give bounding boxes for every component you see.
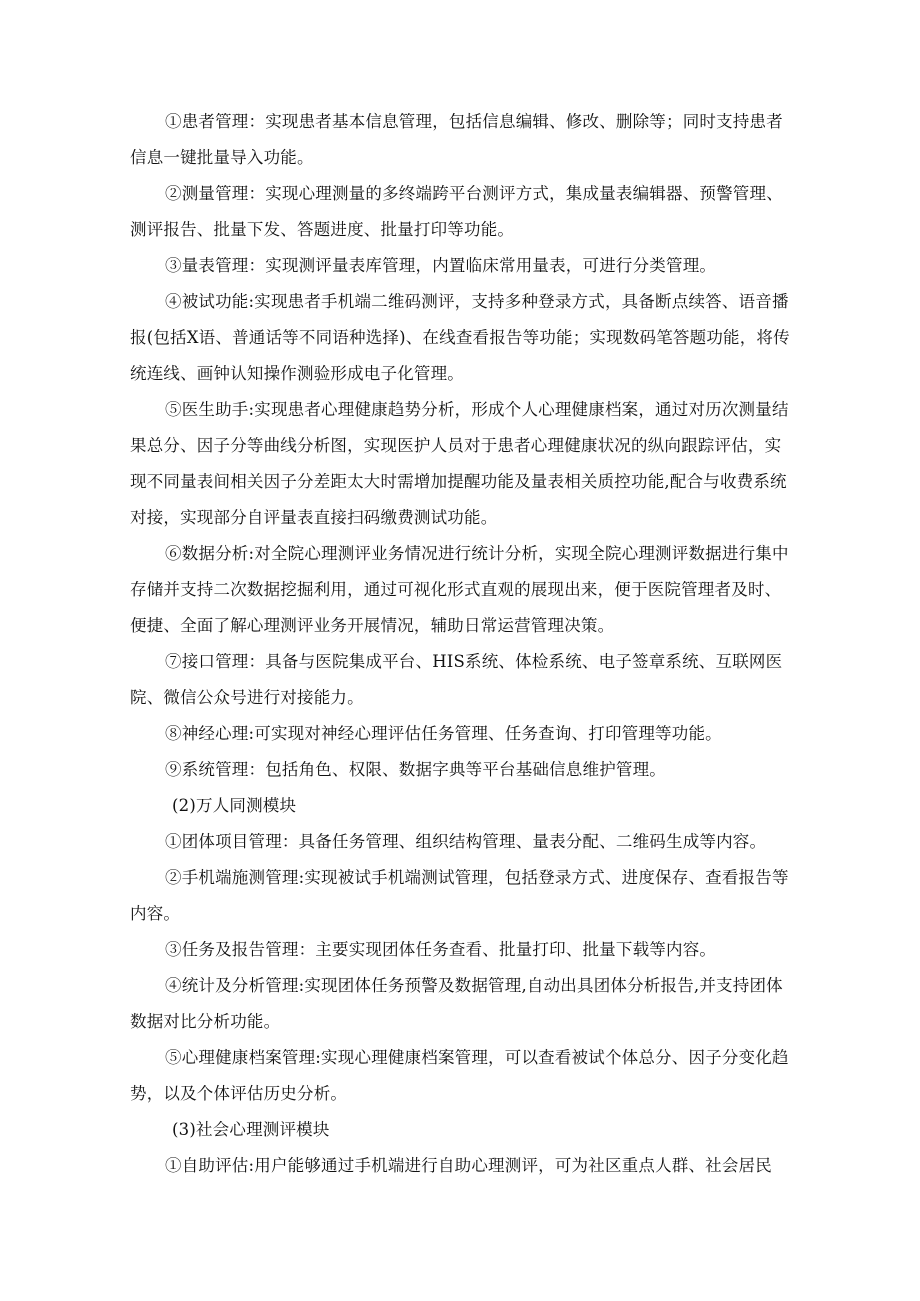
document-body xyxy=(0,104,920,1184)
paragraph-doctor-assistant: ⑤医生助手:实现患者心理健康趋势分析，形成个人心理健康档案，通过对历次测量结果总分、因子分等曲线分析图，实现医护人员对于患者心理健康状况的纵向跟踪评估，实现不同量表间相关因子分差距太大时需增加提醒功能及量表相关质控功能,配合与收费系统对接，实现部分自评量表直接扫码缴费测试功能。 xyxy=(130,400,789,527)
paragraph-system-management: ⑨系统管理：包括角色、权限、数据字典等平台基础信息维护管理。 xyxy=(165,760,666,779)
paragraph-mobile-testing-management: ②手机端施测管理:实现被试手机端测试管理，包括登录方式、进度保存、查看报告等内容。 xyxy=(130,868,789,923)
paragraph-self-assessment: ①自助评估:用户能够通过手机端进行自助心理测评，可为社区重点人群、社会居民 xyxy=(165,1156,772,1175)
paragraph-task-report-management: ③任务及报告管理：主要实现团体任务查看、批量打印、批量下载等内容。 xyxy=(165,940,717,959)
paragraph-subject-function: ④被试功能:实现患者手机端二维码测评，支持多种登录方式，具备断点续答、语音播报(包括X语、普通话等不同语种选择)、在线查看报告等功能；实现数码笔答题功能，将传统连线、画钟认知操作测验形成电子化管理。 xyxy=(130,292,790,383)
paragraph-mental-health-archive: ⑤心理健康档案管理:实现心理健康档案管理，可以查看被试个体总分、因子分变化趋势，以及个体评估历史分析。 xyxy=(130,1048,789,1103)
paragraph-data-analysis: ⑥数据分析:对全院心理测评业务情况进行统计分析，实现全院心理测评数据进行集中存储并支持二次数据挖掘利用，通过可视化形式直观的展现出来，便于医院管理者及时、便捷、全面了解心理测评业务开展情况，辅助日常运营管理决策。 xyxy=(130,544,789,635)
paragraph-measurement-management: ②测量管理：实现心理测量的多终端跨平台测评方式，集成量表编辑器、预警管理、测评报告、批量下发、答题进度、批量打印等功能。 xyxy=(130,184,783,239)
section-heading-social-assessment: (3)社会心理测评模块 xyxy=(172,1120,330,1139)
paragraph-statistics-analysis: ④统计及分析管理:实现团体任务预警及数据管理,自动出具团体分析报告,并支持团体数据对比分析功能。 xyxy=(130,976,783,1031)
section-heading-mass-testing: (2)万人同测模块 xyxy=(172,796,297,815)
paragraph-group-project-management: ①团体项目管理：具备任务管理、组织结构管理、量表分配、二维码生成等内容。 xyxy=(165,832,767,851)
paragraph-neuropsychology: ⑧神经心理:可实现对神经心理评估任务管理、任务查询、打印管理等功能。 xyxy=(165,724,722,743)
paragraph-interface-management: ⑦接口管理：具备与医院集成平台、HIS系统、体检系统、电子签章系统、互联网医院、微信公众号进行对接能力。 xyxy=(130,652,783,707)
paragraph-scale-management: ③量表管理：实现测评量表库管理，内置临床常用量表，可进行分类管理。 xyxy=(165,256,717,275)
paragraph-patient-management: ①患者管理：实现患者基本信息管理，包括信息编辑、修改、删除等；同时支持患者信息一键批量导入功能。 xyxy=(130,112,783,167)
